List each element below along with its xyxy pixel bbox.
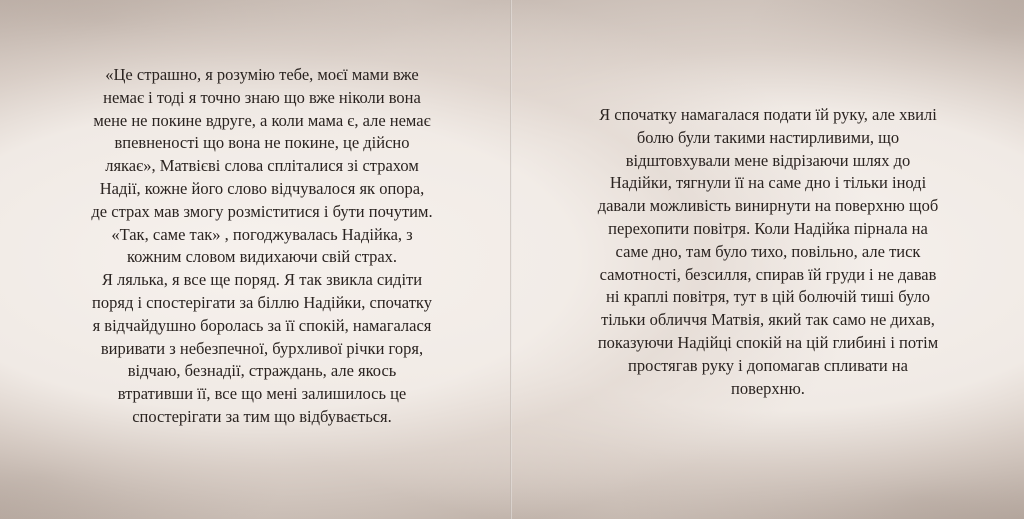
left-page-text: «Це страшно, я розумію тебе, моєї мами вже немає і тоді я точно знаю що вже ніколи вона мене не покине вдруге, а коли мама є, але немає впевненості що вона не покине, це дійсно лякає», Матвієві слова сплiталися зі страхом Надії, кожне його слово відчувалося як опора, де страх мав змогу розміститися і бути почутим. «Так, саме так» , погоджувалась Надійка, з кожним словом видихаючи свій страх. Я лялька, я все ще поряд. Я так звикла сидіти поряд і спостерігати за біллю Надійки, спочатку я відчайдушно боролась за її спокій, намагалася виривати з небезпечної, бурхливої річки горя, відчаю, безнадії, страждань, але якось втративши її, все що мені залишилось це спостерігати за тим що відбувається.: [91, 65, 433, 426]
right-page: [512, 0, 1024, 519]
right-page-text: Я спочатку намагалася подати їй руку, але хвилі болю були такими настирливими, що відштовхували мене відрізаючи шлях до Надійки, тягнули її на саме дно і тільки іноді давали можливість винирнути на поверхню щоб перехопити повітря. Коли Надійка пірнала на саме дно, там було тихо, повільно, але тиск самотності, безсилля, спирав їй груди і не давав ні краплі повітря, тут в цій болючій тиші було тільки обличчя Матвія, який так само не дихав, показуючи Надійці спокій на цій глибині і потім простягав руку і допомагав спливати на поверхню.: [597, 105, 939, 398]
